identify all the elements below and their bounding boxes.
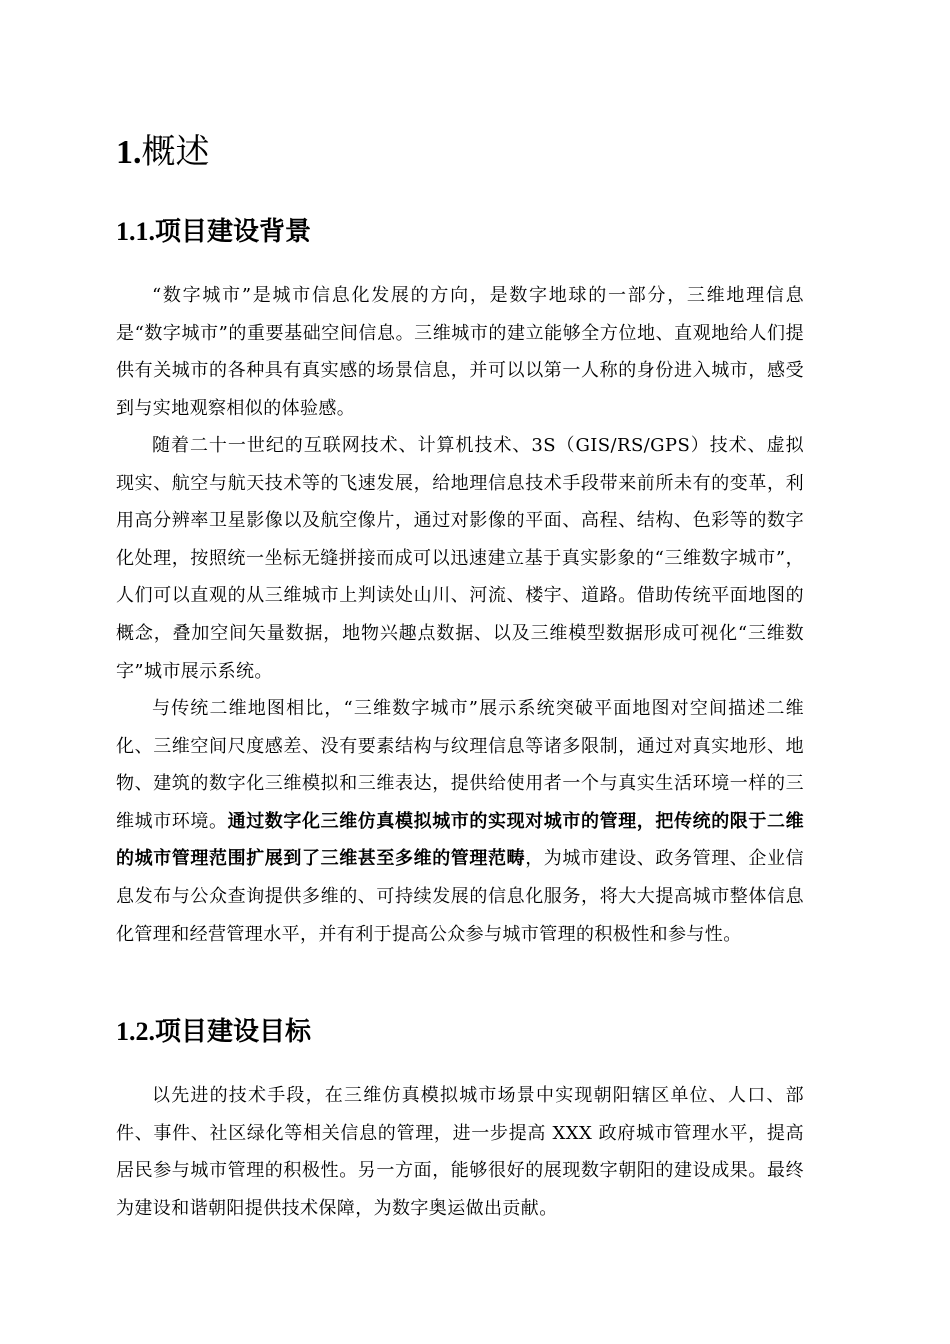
chapter-number: 1. (116, 134, 142, 171)
section-title: 项目建设目标 (155, 1017, 312, 1047)
paragraph-bold-text: 通过数字化三维仿真模拟城市的实现对城市的管理，把传统的限于二维的城市管理范围扩展到了三维甚至多维的管理范畴 (116, 810, 804, 870)
paragraph-technology-development: 随着二十一世纪的互联网技术、计算机技术、3S（GIS/RS/GPS）技术、虚拟现实、航空与航天技术等的飞速发展，给地理信息技术手段带来前所未有的变革，利用高分辨率卫星影像以及航空像片，通过对影像的平面、高程、结构、色彩等的数字化处理，按照统一坐标无缝拼接而成可以迅速建立基于真实影象的“三维数字城市”，人们可以直观的从三维城市上判读处山川、河流、楼宇、道路。借助传统平面地图的概念，叠加空间矢量数据，地物兴趣点数据、以及三维模型数据形成可视化“三维数字”城市展示系统。 (116, 435, 804, 682)
section-heading-goals (116, 1014, 311, 1050)
chapter-heading (116, 130, 210, 175)
paragraph-text: ，为城市建设、政务管理、企业信息发布与公众查询提供多维的、可持续发展的信息化服务，将大大提高城市整体信息化管理和经营管理水平，并有利于提高公众参与城市管理的积极性和参与性。 (116, 848, 804, 945)
paragraph-goals: 以先进的技术手段，在三维仿真模拟城市场景中实现朝阳辖区单位、人口、部件、事件、社区绿化等相关信息的管理，进一步提高 XXX 政府城市管理水平，提高居民参与城市管理的积极性。另一方面，能够很好的展现数字朝阳的建设成果。最终为建设和谐朝阳提供技术保障，为数字奥运做出贡献。 (116, 1085, 804, 1219)
section-number: 1.1. (116, 217, 155, 246)
section-number: 1.2. (116, 1017, 155, 1046)
section-title: 项目建设背景 (155, 217, 312, 247)
chapter-title: 概述 (141, 132, 210, 172)
paragraph-text: 与传统二维地图相比，“三维数字城市”展示系统突破平面地图对空间描述二维化、三维空间尺度感差、没有要素结构与纹理信息等诸多限制，通过对真实地形、地物、建筑的数字化三维模拟和三维表达，提供给使用者一个与真实生活环境一样的三维城市环境。 (116, 698, 804, 832)
section-heading-background (116, 214, 311, 250)
paragraph-comparison (116, 690, 804, 953)
paragraph-digital-city: “数字城市”是城市信息化发展的方向，是数字地球的一部分，三维地理信息是“数字城市”的重要基础空间信息。三维城市的建立能够全方位地、直观地给人们提供有关城市的各种具有真实感的场景信息，并可以以第一人称的身份进入城市，感受到与实地观察相似的体验感。 (116, 285, 804, 419)
